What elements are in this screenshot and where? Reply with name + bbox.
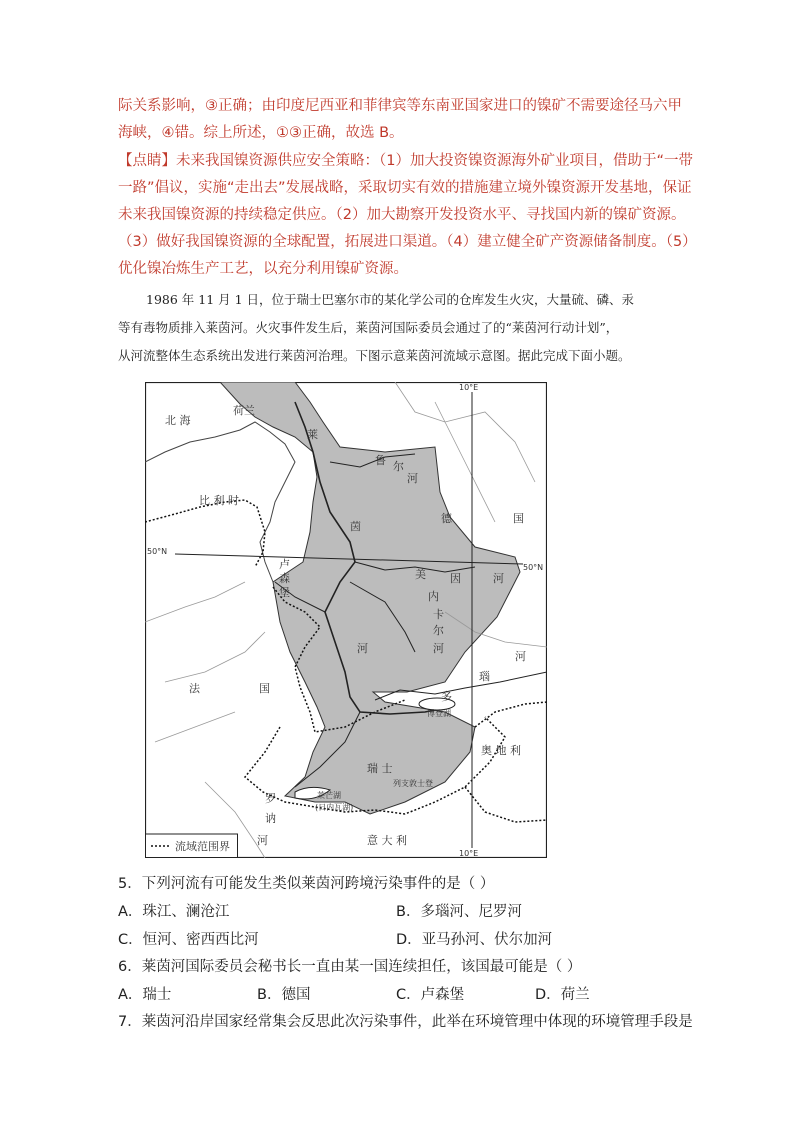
q6-option-d[interactable]: D．荷兰 — [535, 987, 590, 1003]
label-50n-right: 50°N — [523, 563, 544, 572]
label-netherlands: 荷兰 — [233, 404, 255, 417]
label-10e-top: 10°E — [459, 383, 479, 392]
analysis-line-1: 际关系影响，③正确；由印度尼西亚和菲律宾等东南亚国家进口的镍矿不需要途径马六甲 — [118, 98, 682, 114]
commentary-tag: 【点睛】 — [118, 153, 176, 169]
passage-line-2: 等有毒物质排入莱茵河。火灾事件发生后，莱茵河国际委员会通过了的“莱茵河行动计划”， — [118, 320, 619, 335]
label-lu2: 卢 — [279, 558, 290, 571]
label-geneva: 莱芒湖 — [317, 791, 341, 800]
label-nei: 内 — [428, 590, 439, 603]
q6-option-b[interactable]: B．德国 — [257, 987, 311, 1003]
analysis-line-2: 海峡，④错。综上所述，①③正确，故选 B。 — [118, 125, 404, 141]
label-bodensee: 博登湖 — [427, 709, 451, 718]
label-lai: 莱 — [307, 428, 318, 441]
label-switzerland: 瑞 士 — [367, 762, 393, 775]
commentary-line-2: 一路”倡议，实施“走出去”发展战略，采取切实有效的措施建立境外镍资源开发基地，保证 — [118, 180, 692, 196]
commentary-line-4: （3）做好我国镍资源的全球配置，拓展进口渠道。（4）建立健全矿产资源储备制度。（5） — [118, 234, 697, 250]
label-yin2: 因 — [450, 572, 461, 585]
label-bao: 堡 — [279, 586, 290, 599]
label-ka: 卡 — [433, 608, 444, 621]
label-he4: 河 — [357, 642, 368, 655]
label-sen: 森 — [279, 572, 290, 585]
label-he2: 河 — [493, 572, 504, 585]
legend-label: 流域范围界 — [175, 840, 230, 853]
label-liechtenstein: 列支敦士登 — [393, 779, 433, 788]
label-belgium: 比 利 时 — [199, 494, 239, 507]
passage-line-1: 1986 年 11 月 1 日，位于瑞士巴塞尔市的某化学公司的仓库发生火灾，大量硫、磷、汞 — [146, 292, 635, 307]
q5-option-a[interactable]: A．珠江、澜沧江 — [118, 904, 230, 920]
question-5: 5．下列河流有可能发生类似莱茵河跨境污染事件的是（ ） — [118, 876, 495, 892]
label-mei: 美 — [415, 568, 426, 581]
q6-option-c[interactable]: C．卢森堡 — [396, 987, 465, 1003]
passage-line-3: 从河流整体生态系统出发进行莱茵河治理。下图示意莱茵河流域示意图。据此完成下面小题。 — [118, 348, 631, 363]
commentary-line-1: 【点睛】未来我国镍资源供应安全策略：（1）加大投资镍资源海外矿业项目，借助于“一带 — [118, 153, 693, 169]
label-luo: 罗 — [265, 792, 276, 805]
question-7: 7．莱茵河沿岸国家经常集会反思此次污染事件，此举在环境管理中体现的环境管理手段是 — [118, 1014, 693, 1030]
q5-option-d[interactable]: D．亚马孙河、伏尔加河 — [396, 932, 553, 948]
label-guo1: 国 — [513, 512, 524, 525]
label-italy: 意 大 利 — [367, 834, 407, 847]
passage — [118, 286, 678, 370]
question-6: 6．莱茵河国际委员会秘书长一直由某一国连续担任，该国最可能是（ ） — [118, 959, 582, 975]
q5-option-c[interactable]: C．恒河、密西西比河 — [118, 932, 259, 948]
label-nao: 瑙 — [479, 670, 490, 683]
label-de: 德 — [441, 512, 452, 525]
label-yin: 茵 — [350, 520, 361, 533]
label-he5: 河 — [515, 650, 526, 663]
label-austria: 奥 地 利 — [481, 744, 521, 757]
label-er: 尔 — [393, 460, 404, 473]
commentary-line-5: 优化镍冶炼生产工艺，以充分利用镍矿资源。 — [118, 261, 408, 277]
label-north-sea: 北 海 — [165, 414, 191, 427]
label-geneva2: (日内瓦湖) — [315, 803, 354, 812]
q6-option-a[interactable]: A．瑞士 — [118, 987, 172, 1003]
q5-option-b[interactable]: B．多瑙河、尼罗河 — [396, 904, 522, 920]
label-50n-left: 50°N — [147, 547, 168, 556]
rhine-basin-map — [145, 382, 547, 858]
label-lu: 鲁 — [375, 454, 386, 467]
label-he3: 河 — [433, 642, 444, 655]
label-he1: 河 — [407, 472, 418, 485]
label-guo2: 国 — [259, 682, 270, 695]
label-he6: 河 — [257, 834, 268, 847]
label-fa: 法 — [189, 682, 200, 695]
label-duo: 多 — [441, 690, 452, 703]
commentary-line-3: 未来我国镍资源的持续稳定供应。（2）加大勘察开发投资水平、寻找国内新的镍矿资源。 — [118, 207, 686, 223]
label-10e-bottom: 10°E — [459, 849, 479, 858]
label-na: 讷 — [265, 812, 276, 825]
label-er2: 尔 — [433, 624, 444, 637]
